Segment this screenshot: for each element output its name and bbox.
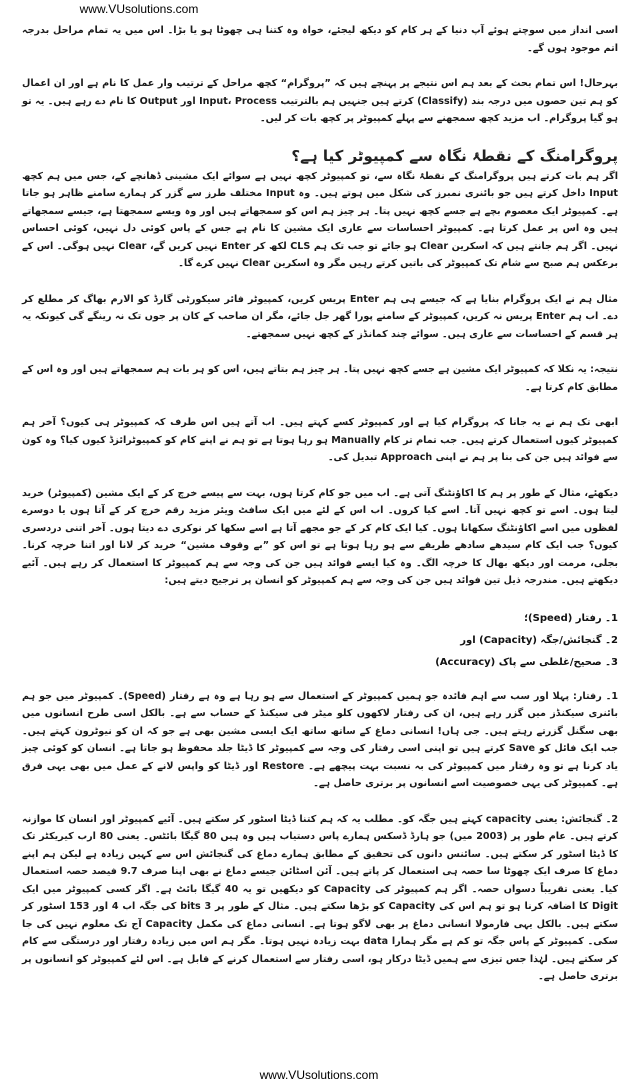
benefits-list	[22, 608, 618, 674]
paragraph-computer-perspective: اگر ہم بات کرتے ہیں پروگرامنگ کے نقطۂ نگاہ سے، تو کمپیوٹر کچھ نہیں ہے سوائے ایک مشینی ڈھانچے کے، جس میں ہم کچھ Input داخل کرتے ہیں جو بائنری نمبرز کی شکل میں ہوتے ہیں۔ وہ Input مختلف طرز سے گزر کر ہمارے سامنے ظاہر ہو جاتا ہے۔ کمپیوٹر ایک معصوم بچے ہے جسے کچھ نہیں پتا۔ ہر چیز ہم اس کو سمجھاتے ہیں اور وہ ویسے سمجھتا ہے، جیسے سمجھاتے ہیں وہ اس پر عمل کرتا ہے۔ کمپیوٹر احساسات سے عاری ایک مشین کا نام ہے جس کے پاس کوئی دل نہیں، کوئی احساس نہیں۔ اگر ہم جانتے ہیں کہ اسکرین Clear ہو جائے تو جب تک ہم CLS لکھ کر Enter نہیں کریں گے، Clear نہیں ہوگی۔ اس کے برعکس ہم صبح سے شام تک کمپیوٹر کی باتیں کرتے رہیں مگر وہ اسکرین Clear نہیں کرے گا۔	[22, 170, 619, 269]
footer-url[interactable]: www.VUsolutions.com	[259, 1068, 379, 1082]
paragraph-conclusion: نتیجہ: یہ نکلا کہ کمپیوٹر ایک مشین ہے جسے کچھ نہیں پتا۔ ہر چیز ہم بتاتے ہیں، اس کو ہر بات ہم سمجھاتے ہیں اور وہ اس کے مطابق کام کرتا ہے۔	[22, 364, 618, 393]
section-heading-computer: پروگرامنگ کے نقطۂ نگاہ سے کمپیوٹر کیا ہے؟	[291, 146, 618, 165]
list-item: 2۔ گنجائش/جگہ (Capacity) اور	[460, 634, 618, 646]
paragraph-speed: 1۔ رفتار: پہلا اور سب سے اہم فائدہ جو ہمیں کمپیوٹر کے استعمال سے ہو رہا ہے وہ ہے رفتار (Speed)۔ کمپیوٹر میں جو ہم بائنری سیکنڈز میں گزر رہے ہیں، ان کی رفتار لاکھوں کلو میٹر فی سیکنڈ کے حساب سے ہے۔ بالکل اسی طرح انسانوں میں بھی سگنل گزرتے رہتے ہیں۔ جی ہاں! انسانی دماغ کے ساتھ ساتھ ایک ایسی مشین بھی ہے جو کہ ان کو نیوٹرون کہتے ہیں۔ جب ایک فائل کو Save کرتے ہیں تو اپنی اسی رفتار کی وجہ سے کمپیوٹر کا ڈیٹا جلد محفوظ ہو جاتا ہے۔ انسان کو کوئی چیز یاد کرنا ہے تو وہ رفتار میں کمپیوٹر کی بہ نسبت بہت پیچھے ہے۔ Restore اور ڈیٹا کو واپس لانے کے عمل میں بھی یہی فرق ہے۔ کمپیوٹر کی یہی خصوصیت اسے انسانوں پر برتری حاصل ہے۔	[22, 690, 619, 789]
paragraph-capacity: 2۔ گنجائش: یعنی capacity کہتے ہیں جگہ کو۔ مطلب یہ کہ ہم کتنا ڈیٹا اسٹور کر سکتے ہیں۔ آئیے کمپیوٹر اور انسان کا موازنہ کرتے ہیں۔ عام طور پر (2003 میں) جو ہارڈ ڈسکس ہمارے پاس دستیاب ہیں وہ ہیں 80 گیگا بائٹس۔ یعنی 80 ارب کیریکٹر تک کا ڈیٹا اسٹور کر سکتے ہیں۔ سائنس دانوں کی تحقیق کے مطابق ہمارے دماغ کی گنجائش اس سے کہیں زیادہ ہے لیکن ہم اپنے دماغ کا صرف ایک چھوٹا سا حصہ ہی استعمال کر پاتے ہیں۔ آئن اسٹائن جیسے دماغ نے بھی اپنا صرف 9.7 فیصد حصہ استعمال کیا۔ یعنی تقریباً دسواں حصہ۔ اگر ہم کمپیوٹر کی Capacity کو دیکھیں تو یہ 40 گیگا بائٹ ہے۔ اگر کسی کمپیوٹر میں ایک Digit کا اضافہ کرنا ہو تو ہم اس کی Capacity کو بڑھا سکتے ہیں۔ مثال کے طور پر 3 bits کی جگہ اب 4 اور 153 اسٹور کر سکتے ہیں۔ بالکل یہی فارمولا انسانی دماغ پر بھی لاگو ہوتا ہے۔ انسانی دماغ کی مکمل Capacity آج تک معلوم نہیں کی جا سکی۔ کمپیوٹر کے پاس جگہ تو کم ہے مگر ہمارا data بہت زیادہ نہیں ہوتا۔ مگر ہم اس میں زیادہ رفتار اور درستگی سے کام کر سکتے ہیں۔ لہٰذا جس تیزی سے ہمیں ڈیٹا درکار ہو، اسی رفتار سے استعمال کرنے کے قابل ہے۔ اس لئے کمپیوٹر کو انسانوں پر برتری حاصل ہے۔	[22, 813, 619, 982]
paragraph-why-computer: ابھی تک ہم نے یہ جانا کہ پروگرام کیا ہے اور کمپیوٹر کسے کہتے ہیں۔ اب آتے ہیں اس طرف کہ کمپیوٹر ہی کیوں؟ آخر ہم کمپیوٹر کیوں استعمال کرتے ہیں۔ جب تمام تر کام Manually ہو رہا ہوتا ہے تو ہم نے اپنے کام کو کمپیوٹرائزڈ کیوں کیا؟ وہ کون سے فوائد ہیں جن کی بنا پر ہم نے اپنی Approach تبدیل کی۔	[22, 417, 619, 463]
paragraph-accounting-example: دیکھئے، مثال کے طور پر ہم کا اکاؤنٹنگ آتی ہے۔ اب میں جو کام کرتا ہوں، بہت سے پیسے خرچ کر کے ایک مشین (کمپیوٹر) خرید لیتا ہوں۔ اسے تو کچھ نہیں آتا۔ اسے کیا کروں۔ اب اس کے لئے میں ایک سافٹ ویئر مزید رقم خرچ کر کے آتا ہوں یا دوسرے لفظوں میں اسے اکاؤنٹنگ سکھانا ہوں۔ کیا ایک کام کر کے جو مجھے آتا ہے اسے سکھا کر نوکری دے دیتا ہوں۔ آخر اتنی دردسری کیوں؟ جب ایک کام سیدھے سادھے طریقے سے ہو رہا ہوتا ہے تو اس کو ”بے وقوف مشین“ خرید کر لانا اور اتنا خرچہ کرنا۔ بجلی، مرمت اور دیکھ بھال کا خرچہ الگ۔ وہ کیا ایسے فوائد ہیں جن کی وجہ سے ہم کمپیوٹر کا استعمال کر رہے ہیں۔ آئیے دیکھتے ہیں۔ مندرجہ ذیل تین فوائد ہیں جن کی وجہ سے ہم کمپیوٹر کو انسان پر ترجیح دیتے ہیں:	[22, 487, 618, 586]
header-url[interactable]: www.VUsolutions.com	[79, 2, 199, 16]
list-item: 1۔ رفتار (Speed)؛	[524, 612, 618, 624]
list-item: 3۔ صحیح/غلطی سے پاک (Accuracy)	[435, 656, 618, 668]
paragraph-intro: اسی انداز میں سوچتے ہوئے آپ دنیا کے ہر کام کو دیکھ لیجئے، خواہ وہ کتنا ہی چھوٹا ہو یا بڑا۔ اس میں یہ تمام مراحل بدرجہ اتم موجود ہوں گے۔	[22, 25, 618, 54]
document-page	[22, 22, 618, 1004]
paragraph-enter-example: مثال ہم نے ایک پروگرام بنایا ہے کہ جیسے ہی ہم Enter پریس کریں، کمپیوٹر فائر سیکورٹی گارڈ کو الارم بھاگ کر مطلع کر دے۔ اب ہم Enter پریس نہ کریں، کمپیوٹر کے سامنے پورا گھر جل جائے، مگر ان صاحب کے کان پر جوں تک نہ رینگے گی کیونکہ یہ ہر قسم کے احساسات سے عاری ہیں۔ سوائے چند کمانڈز کے کچھ نہیں سمجھتے۔	[22, 293, 618, 340]
paragraph-program-definition: بہرحال! اس تمام بحث کے بعد ہم اس نتیجے پر پہنچے ہیں کہ ”پروگرام“ کچھ مراحل کے ترتیب وار عمل کا نام ہے اور ان اعمال کو ہم تین حصوں میں درجہ بند (Classify) کرتے ہیں جنہیں ہم بالترتیب Input، Process اور Output کا نام دے رہے ہیں۔ یہ تو ہو گیا پروگرام۔ اب مزید کچھ سمجھنے سے پہلے کمپیوٹر پر کچھ بات کر لیں۔	[22, 78, 618, 124]
